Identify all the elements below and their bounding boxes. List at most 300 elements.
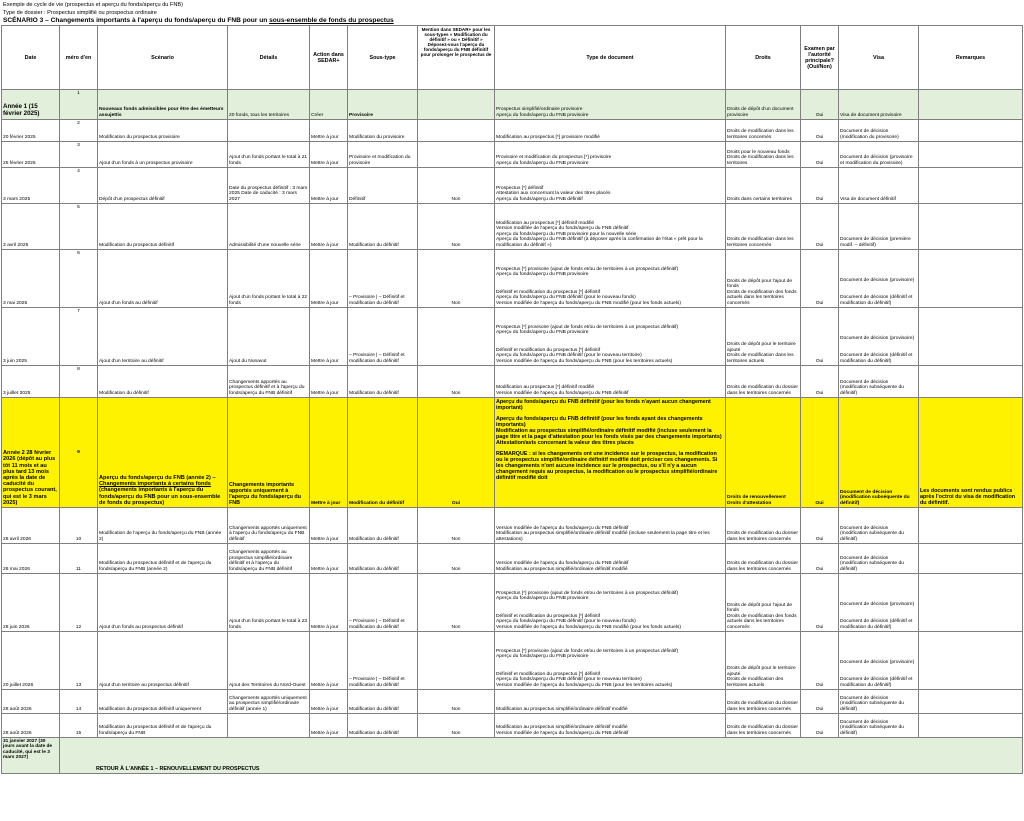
- cell-examen: Oui: [801, 204, 839, 250]
- cell-soustype: Modification du définitif: [348, 204, 418, 250]
- table-row-highlighted: [2, 398, 1023, 508]
- cell-typedoc-line: Aperçu du fonds/aperçu du FNB définitif (à déposer après la confirmation de l'état « prêt pour la modification du définitif »): [496, 237, 703, 248]
- cell-typedoc-line: Prospectus simplifié/ordinaire provisoire: [496, 107, 583, 113]
- cell-numero: 12: [60, 574, 98, 632]
- cell-droits-line: Droits de renouvellement: [727, 495, 786, 501]
- cell-soustype: – Provisoire | – Définitif et modification du définitif: [348, 574, 418, 632]
- cell-typedoc-line: Définitif et modification du prospectus [*] définitif: [496, 671, 601, 677]
- cell-details: Admissibilité d'une nouvelle série: [228, 204, 310, 250]
- table-row: [2, 168, 1023, 204]
- cell-details: Date du prospectus définitif : 3 mars 2025 Date de caducité : 3 mars 2027: [228, 168, 310, 204]
- cell-examen: Oui: [801, 398, 839, 508]
- footer-date: 31 janvier 2027 (30 jours avant la date de caducité, qui est le 3 mars 2027): [2, 738, 60, 774]
- cell-typedoc-line: Modification au prospectus [*] provisoire modifié: [496, 134, 600, 140]
- cell-droits-line: Droits de modification du dossier dans les territoires concernés: [727, 561, 798, 572]
- cell-date: 25 février 2025: [2, 142, 60, 168]
- cell-examen: Oui: [801, 508, 839, 544]
- scenario-underlined: Changements importants à certains fonds: [99, 481, 211, 488]
- cell-examen: Oui: [801, 690, 839, 714]
- scenario-title: SCÉNARIO 3 – Changements importants à l'aperçu du fonds/aperçu du FNB pour un sous-ensemble de fonds du prospectus: [3, 17, 394, 24]
- cell-date: 28 août 2026: [2, 690, 60, 714]
- cell-typedoc: [495, 632, 726, 690]
- cell-visa: [839, 168, 919, 204]
- cell-scenario: Nouveaux fonds admissibles pour être des émetteurs assujettis: [98, 90, 228, 120]
- cell-typedoc-line: Attestation/avis concernant la valeur des titres placés: [496, 440, 634, 446]
- cell-soustype: Modification du définitif: [348, 544, 418, 574]
- cell-mention: Non: [418, 168, 495, 204]
- cell-typedoc-line: Aperçu du fonds/aperçu du FNB provisoire: [496, 272, 589, 278]
- col-header-action: Action dans SEDAR+: [310, 26, 348, 90]
- cell-droits-line: Droits de dépôt pour le territoire ajouté: [727, 666, 796, 677]
- table-row: [2, 366, 1023, 398]
- cell-typedoc-line: Attestation aux concernant la valeur des titres placés: [496, 191, 611, 197]
- table-header-row: [2, 26, 1023, 90]
- cell-droits: [726, 168, 801, 204]
- cell-droits-line: Droits de modification des territoires actuels: [727, 677, 784, 688]
- scenario-line: (changements importants à l'aperçu du fonds/aperçu du FNB pour un sous-ensemble de fonds du prospectus): [99, 487, 221, 506]
- cell-action: Mettre à jour: [310, 204, 348, 250]
- cell-droits: [726, 544, 801, 574]
- cell-scenario: Modification du définitif: [98, 366, 228, 398]
- table-row: [2, 142, 1023, 168]
- cell-typedoc-line: Modification au prospectus simplifié/ordinaire définitif modifié: [496, 725, 628, 731]
- cell-details: Changements apportés au prospectus définitif et à l'aperçu du fonds/aperçu du FNB définitif: [228, 366, 310, 398]
- cell-typedoc-line: Modification au prospectus simplifié/ordinaire définitif modifié (incluse seulement la page titre et la page d'attestation pour les fonds visés par des changements importants): [496, 428, 722, 440]
- cell-numero: 10: [60, 508, 98, 544]
- cell-visa-line: Document de décision (définitif et modification du définitif): [840, 295, 913, 306]
- cell-scenario: Ajout d'un fonds à un prospectus provisoire: [98, 142, 228, 168]
- cell-mention: Non: [418, 714, 495, 738]
- cell-typedoc-line: Aperçu du fonds/aperçu du FNB provisoire: [496, 160, 589, 166]
- cell-typedoc: [495, 544, 726, 574]
- table-row: [2, 250, 1023, 308]
- cell-numero: 11: [60, 544, 98, 574]
- cell-visa-line: Document de décision (modification subséquente du définitif): [840, 489, 910, 506]
- col-header-remarques: Remarques: [919, 26, 1023, 90]
- cell-action: Mettre à jour: [310, 714, 348, 738]
- cell-action: Mettre à jour: [310, 544, 348, 574]
- cell-mention: [418, 90, 495, 120]
- cell-typedoc-line: Version modifiée de l'aperçu du fonds/aperçu du FNB (pour les territoires actuels): [496, 358, 673, 364]
- cell-typedoc-line: Aperçu du fonds/aperçu du FNB provisoire: [496, 596, 589, 602]
- cell-examen: Oui: [801, 250, 839, 308]
- cell-details: Ajout du Nunavut: [228, 308, 310, 366]
- cell-droits: [726, 574, 801, 632]
- cell-visa-line: Document de décision (définitif et modification du définitif): [840, 619, 913, 630]
- cell-droits-line: Droits de modification des fonds actuels dans les territoires concernés: [727, 613, 797, 630]
- cell-visa-line: Document de décision (définitif et modification du définitif): [840, 677, 913, 688]
- cell-examen: Oui: [801, 168, 839, 204]
- cell-visa-line: Document de décision (modification subséquente du définitif): [840, 695, 904, 712]
- cell-examen: Oui: [801, 120, 839, 142]
- cell-droits-line: Droits de modification dans les territoires actuels: [727, 353, 794, 364]
- cell-remarques: [919, 544, 1023, 574]
- cell-visa-line: Document de décision (modification subséquente du définitif): [840, 719, 904, 736]
- cell-typedoc-line: Aperçu du fonds/aperçu du FNB provisoire: [496, 112, 589, 118]
- cell-numero: 5: [60, 204, 98, 250]
- cell-examen: Oui: [801, 142, 839, 168]
- cell-droits-line: Droits de modification du dossier dans les territoires concernés: [727, 701, 798, 712]
- cell-typedoc-line: Aperçu du fonds/aperçu du FNB définitif (pour le nouveau fonds): [496, 295, 636, 301]
- cell-visa: [839, 308, 919, 366]
- cell-typedoc: [495, 120, 726, 142]
- cell-date: 20 juillet 2026: [2, 632, 60, 690]
- cell-soustype: Modification du provisoire: [348, 120, 418, 142]
- cell-mention: Non: [418, 544, 495, 574]
- cell-visa-line: Document de décision (modification subséquente du définitif): [840, 525, 904, 542]
- cell-typedoc: [495, 142, 726, 168]
- cell-details: Ajout d'un fonds portant le total à 22 fonds: [228, 250, 310, 308]
- cell-droits: [726, 250, 801, 308]
- cell-typedoc: [495, 90, 726, 120]
- cell-scenario: Modification du prospectus définitif uniquement: [98, 690, 228, 714]
- cell-numero: 1: [60, 90, 98, 120]
- cell-visa: [839, 90, 919, 120]
- col-header-examen: Examen par l'autorité principale? (Oui/Non): [801, 26, 839, 90]
- cell-numero: 15: [60, 714, 98, 738]
- cell-visa: [839, 632, 919, 690]
- cell-typedoc-line: Version modifiée de l'aperçu du fonds/aperçu du FNB définitif: [496, 525, 629, 531]
- cell-remarques: [919, 574, 1023, 632]
- cell-date: 28 mai 2026: [2, 544, 60, 574]
- cell-droits-line: Droits d'attestation: [727, 500, 772, 506]
- cell-scenario: Modification du prospectus définitif et de l'aperçu du fonds/aperçu du FNB: [98, 714, 228, 738]
- cell-visa-line: Visa de document provisoire: [840, 112, 902, 118]
- cell-visa-line: Document de décision (définitif et modification du définitif): [840, 353, 913, 364]
- cell-typedoc-line: Version modifiée de l'aperçu du fonds/aperçu du FNB (pour les territoires actuels): [496, 682, 673, 688]
- cell-droits-line: Droits pour le nouveau fonds: [727, 149, 790, 155]
- cell-visa-line: Visa de document définitif: [840, 196, 896, 202]
- cell-soustype: Modification du définitif: [348, 714, 418, 738]
- cell-droits: [726, 204, 801, 250]
- cell-action: Mettre à jour: [310, 632, 348, 690]
- cell-examen: Oui: [801, 366, 839, 398]
- cell-numero: 6: [60, 250, 98, 308]
- cell-soustype: Modification du définitif: [348, 690, 418, 714]
- cell-scenario: Modification du prospectus provisoire: [98, 120, 228, 142]
- cell-remarques: Les documents sont rendus publics après l'octroi du visa de modification du définitif.: [919, 398, 1023, 508]
- cell-typedoc: [495, 204, 726, 250]
- cell-examen: Oui: [801, 714, 839, 738]
- table-row: [2, 90, 1023, 120]
- cell-action: Mettre à jour: [310, 120, 348, 142]
- cell-droits-line: Droits de dépôt pour l'ajout de fonds: [727, 602, 793, 614]
- document-header: [0, 0, 1024, 25]
- cell-visa-line: Document de décision (provisoire): [840, 277, 915, 283]
- cell-date: Année 2 28 février 2026 (dépôt au plus tôt 11 mois et au plus tard 13 mois après la date de caducité du prospectus courant, qui est le 3 mars 2025): [2, 398, 60, 508]
- cell-visa-line: Document de décision (provisoire): [840, 601, 915, 607]
- cell-droits: [726, 366, 801, 398]
- cell-date: 3 juin 2025: [2, 308, 60, 366]
- cell-details: Changements apportés uniquement à l'aperçu du fonds/aperçu du FNB définitif: [228, 508, 310, 544]
- cell-typedoc-line: Version modifiée de l'aperçu du fonds/aperçu du FNB définitif: [496, 561, 629, 567]
- cell-remarques: [919, 632, 1023, 690]
- cell-typedoc-line: Prospectus [*] provisoire (ajout de fonds et/ou de territoires à un prospectus définitif): [496, 648, 679, 654]
- cell-date: 28 juin 2026: [2, 574, 60, 632]
- cell-droits-line: Droits de modification dans les territoires concernés: [727, 237, 794, 248]
- cell-visa: [839, 250, 919, 308]
- cell-typedoc-line: Prospectus [*] provisoire (ajout de fonds et/ou de territoires à un prospectus définitif): [496, 324, 679, 330]
- cell-visa: [839, 714, 919, 738]
- cell-remarques: [919, 120, 1023, 142]
- table-row: [2, 308, 1023, 366]
- cell-typedoc: [495, 690, 726, 714]
- cell-typedoc: [495, 398, 726, 508]
- cell-typedoc: [495, 714, 726, 738]
- cell-details: 20 fonds, tous les territoires: [228, 90, 310, 120]
- cell-date: Année 1 (15 février 2025): [2, 90, 60, 120]
- cell-visa: [839, 508, 919, 544]
- cell-scenario: Dépôt d'un prospectus définitif: [98, 168, 228, 204]
- cell-numero: 7: [60, 308, 98, 366]
- cell-droits: [726, 714, 801, 738]
- cell-visa-line: Document de décision (modification subséquente du définitif): [840, 379, 904, 396]
- header-line-2: Type de dossier : Prospectus simplifié ou prospectus ordinaire: [3, 9, 157, 16]
- cell-soustype: – Provisoire | – Définitif et modification du définitif: [348, 308, 418, 366]
- cell-soustype: Provisoire et modification du provisoire: [348, 142, 418, 168]
- cell-action: Mettre à jour: [310, 168, 348, 204]
- col-header-details: Détails: [228, 26, 310, 90]
- cell-soustype: Modification du définitif: [348, 398, 418, 508]
- cell-details: Changements apportés au prospectus simplifié/ordinaire définitif et à l'aperçu du fonds/aperçu du FNB définitif: [228, 544, 310, 574]
- cell-visa: [839, 544, 919, 574]
- cell-typedoc-line: Provisoire et modification du prospectus [*] provisoire: [496, 155, 612, 161]
- cell-details: [228, 714, 310, 738]
- cell-droits: [726, 120, 801, 142]
- cell-droits: [726, 142, 801, 168]
- footer-text: RETOUR À L'ANNÉE 1 – RENOUVELLEMENT DU PROSPECTUS: [60, 738, 1023, 774]
- header-line-1: Exemple de cycle de vie (prospectus et aperçu du fonds/aperçu du FNB): [3, 2, 184, 8]
- cell-details: Changements importants apportés uniquement à l'aperçu du fonds/aperçu du FNB: [228, 398, 310, 508]
- cell-remarques: [919, 508, 1023, 544]
- table-row: [2, 508, 1023, 544]
- cell-typedoc-line: Aperçu du fonds/aperçu du FNB définitif (pour le nouveau fonds): [496, 619, 636, 625]
- cell-action: Mettre à jour: [310, 366, 348, 398]
- cell-mention: [418, 142, 495, 168]
- cell-action: Mettre à jour: [310, 690, 348, 714]
- cell-remarques: [919, 168, 1023, 204]
- cell-mention: Non: [418, 204, 495, 250]
- cell-remarques: [919, 714, 1023, 738]
- cell-details: Ajout des Territoires du Nord-Ouest: [228, 632, 310, 690]
- cell-visa: [839, 204, 919, 250]
- cell-droits: [726, 308, 801, 366]
- cell-droits-line: Droits de dépôt pour le territoire ajouté: [727, 342, 796, 353]
- cell-details: Ajout d'un fonds portant le total à 21 fonds: [228, 142, 310, 168]
- col-header-numero: méro d'en: [60, 26, 98, 90]
- cell-droits-line: Droits de modification du dossier dans les territoires concernés: [727, 531, 798, 542]
- cell-soustype: Modification du définitif: [348, 366, 418, 398]
- cell-visa: [839, 398, 919, 508]
- cell-mention: Non: [418, 574, 495, 632]
- cell-droits-line: Droits de modification du dossier dans les territoires concernés: [727, 725, 798, 736]
- cell-scenario: Ajout d'un fonds au prospectus définitif: [98, 574, 228, 632]
- cell-soustype: Définitif: [348, 168, 418, 204]
- footer-row: [2, 738, 1023, 774]
- cell-typedoc: [495, 308, 726, 366]
- cell-visa-line: Document de décision (provisoire): [840, 659, 915, 665]
- cell-typedoc-line: Aperçu du fonds/aperçu du FNB provisoire: [496, 654, 589, 660]
- col-header-visa: Visa: [839, 26, 919, 90]
- cell-typedoc-line: Prospectus [*] provisoire (ajout de fonds et/ou de territoires à un prospectus définitif): [496, 590, 679, 596]
- cell-visa: [839, 690, 919, 714]
- cell-typedoc-line: Aperçu du fonds/aperçu du FNB provisoire pour la nouvelle série: [496, 231, 637, 237]
- cell-numero: 8: [60, 366, 98, 398]
- cell-remarques: [919, 90, 1023, 120]
- cell-typedoc-line: Version modifiée de l'aperçu du fonds/aperçu du FNB définitif: [496, 730, 629, 736]
- cell-numero: 4: [60, 168, 98, 204]
- cell-date: 20 février 2025: [2, 120, 60, 142]
- cell-typedoc-line: Version modifiée de l'aperçu du fonds/aperçu du FNB définitif: [496, 226, 629, 232]
- cell-examen: Oui: [801, 574, 839, 632]
- table-row: [2, 714, 1023, 738]
- cell-remarques: [919, 250, 1023, 308]
- cell-scenario: Ajout d'un territoire au prospectus définitif: [98, 632, 228, 690]
- cell-typedoc-line: Prospectus [*] définitif: [496, 185, 544, 191]
- cell-visa-line: Document de décision (provisoire et modification du provisoire): [840, 155, 913, 166]
- cell-numero: 2: [60, 120, 98, 142]
- cell-droits-line: Droits de modification des fonds actuels dans les territoires concernés: [727, 289, 797, 306]
- cell-remarques: [919, 204, 1023, 250]
- cell-soustype: – Provisoire | – Définitif et modification du définitif: [348, 632, 418, 690]
- cell-mention: [418, 120, 495, 142]
- cell-visa: [839, 142, 919, 168]
- cell-date: 3 avril 2025: [2, 204, 60, 250]
- cell-scenario: Ajout d'un fonds au définitif: [98, 250, 228, 308]
- cell-date: 3 mars 2025: [2, 168, 60, 204]
- cell-typedoc-line: Aperçu du fonds/aperçu du FNB définitif (pour le nouveau territoire): [496, 353, 642, 359]
- table-row: [2, 574, 1023, 632]
- cell-action: Mettre à jour: [310, 250, 348, 308]
- cell-typedoc-line: Version modifiée de l'aperçu du fonds/aperçu du FNB modifié (pour les fonds actuels): [496, 300, 681, 306]
- cell-typedoc: [495, 366, 726, 398]
- cell-visa: [839, 366, 919, 398]
- cell-action: Mettre à jour: [310, 142, 348, 168]
- cell-typedoc-line: Aperçu du fonds/aperçu du FNB définitif: [496, 196, 583, 202]
- col-header-scenario: Scénario: [98, 26, 228, 90]
- cell-examen: Oui: [801, 544, 839, 574]
- cell-visa-line: Document de décision (première modif. – définitif): [840, 237, 911, 248]
- cell-typedoc-line: Définitif et modification du prospectus [*] définitif: [496, 289, 601, 295]
- cell-mention: Non: [418, 508, 495, 544]
- cell-numero: 3: [60, 142, 98, 168]
- cell-droits-line: Droits dans certains territoires: [727, 196, 792, 202]
- cell-action: Mettre à jour: [310, 574, 348, 632]
- cell-droits-line: Droits de modification dans les territoires concernés: [727, 129, 794, 140]
- scenario-title-underlined: sous-ensemble de fonds du prospectus: [269, 17, 394, 24]
- cell-droits-line: Droits de dépôt pour l'ajout de fonds: [727, 278, 793, 290]
- cell-date: 3 mai 2025: [2, 250, 60, 308]
- cell-droits: [726, 90, 801, 120]
- col-header-soustype: Sous-type: [348, 26, 418, 90]
- cell-action: Créer: [310, 90, 348, 120]
- cell-mention: [418, 308, 495, 366]
- table-row: [2, 120, 1023, 142]
- cell-numero: 14: [60, 690, 98, 714]
- table-row: [2, 632, 1023, 690]
- table-row: [2, 690, 1023, 714]
- cell-typedoc: [495, 574, 726, 632]
- cell-remarques: [919, 366, 1023, 398]
- cell-visa-line: Document de décision (modification subséquente du définitif): [840, 555, 904, 572]
- col-header-typedoc: Type de document: [495, 26, 726, 90]
- cell-droits: [726, 508, 801, 544]
- cell-examen: Oui: [801, 632, 839, 690]
- cell-mention: Non: [418, 690, 495, 714]
- cell-visa-line: Document de décision (modification du provisoire): [840, 129, 899, 140]
- cell-visa: [839, 574, 919, 632]
- cell-numero: 9: [60, 398, 98, 508]
- cell-scenario: Modification du prospectus définitif et de l'aperçu du fonds/aperçu du FNB (année 2): [98, 544, 228, 574]
- cell-details: Changements apportés uniquement au prospectus simplifié/ordinaire définitif (année 1): [228, 690, 310, 714]
- table-row: [2, 204, 1023, 250]
- cell-mention: Oui: [418, 398, 495, 508]
- cell-action: Mettre à jour: [310, 398, 348, 508]
- cell-typedoc-line: Aperçu du fonds/aperçu du FNB définitif (pour les fonds ayant des changements importants): [496, 416, 703, 428]
- cell-mention: Non: [418, 366, 495, 398]
- cell-remarques: [919, 142, 1023, 168]
- cell-numero: 13: [60, 632, 98, 690]
- cell-droits: [726, 398, 801, 508]
- cell-date: 28 avril 2026: [2, 508, 60, 544]
- cell-typedoc-line: Définitif et modification du prospectus [*] définitif: [496, 613, 601, 619]
- cell-date: 3 juillet 2025: [2, 366, 60, 398]
- cell-remarques: [919, 690, 1023, 714]
- cell-examen: Oui: [801, 90, 839, 120]
- cell-visa: [839, 120, 919, 142]
- cell-typedoc: [495, 508, 726, 544]
- cell-typedoc-line: Aperçu du fonds/aperçu du FNB définitif (pour les fonds n'ayant aucun changement important): [496, 399, 711, 411]
- col-header-mention: Mention dans SEDAR+ pour les sous-types « Modification du définitif » ou « Définitif » Déposez-vous l'aperçu du fonds/aperçu du FNB définitif pour prolonger le prospectus de: [418, 26, 495, 90]
- cell-scenario: [98, 398, 228, 508]
- cell-typedoc-line: Aperçu du fonds/aperçu du FNB définitif (pour le nouveau territoire): [496, 677, 642, 683]
- cell-typedoc-line: Aperçu du fonds/aperçu du FNB provisoire: [496, 330, 589, 336]
- cell-mention: Non: [418, 250, 495, 308]
- cell-visa-line: Document de décision (provisoire): [840, 335, 915, 341]
- cell-remarques: [919, 308, 1023, 366]
- cell-soustype: Provisoire: [348, 90, 418, 120]
- cell-typedoc-line: Modification au prospectus simplifié/ordinaire définitif modifié: [496, 566, 628, 572]
- cell-typedoc-line: Modification au prospectus simplifié/ordinaire définitif modifié: [496, 706, 628, 712]
- cell-droits-line: Droits de modification dans les territoires: [727, 155, 794, 166]
- col-header-date: Date: [2, 26, 60, 90]
- cell-soustype: Modification du définitif: [348, 508, 418, 544]
- cell-soustype: – Provisoire | – Définitif et modification du définitif: [348, 250, 418, 308]
- cell-date: 28 août 2026: [2, 714, 60, 738]
- cell-typedoc-line: Modification au prospectus simplifié/ordinaire définitif modifié (incluse seulement la page titre et les attestations): [496, 531, 710, 542]
- cell-scenario: Modification du prospectus définitif: [98, 204, 228, 250]
- cell-examen: Oui: [801, 308, 839, 366]
- cell-typedoc-line: Prospectus [*] provisoire (ajout de fonds et/ou de territoires à un prospectus définitif): [496, 266, 679, 272]
- cell-details: Ajout d'un fonds portant le total à 23 fonds: [228, 574, 310, 632]
- cell-action: Mettre à jour: [310, 508, 348, 544]
- scenario-line: Aperçu du fonds/aperçu du FNB (année 2) –: [99, 474, 216, 481]
- cell-mention: [418, 632, 495, 690]
- cell-typedoc-line: REMARQUE : si les changements ont une incidence sur le prospectus, la modification ou le prospectus simplifié/ordinaire définitif modifié doit préciser ces changements. Si les changements n'ont aucune incidence sur le prospectus, ou s'il n'y a aucun changement requis au prospectus, la modification ou le prospectus simplifié/ordinaire définitif modifié doit: [496, 451, 718, 481]
- cell-scenario: Modification de l'aperçu du fonds/aperçu du FNB (année 2): [98, 508, 228, 544]
- cell-typedoc-line: Version modifiée de l'aperçu du fonds/aperçu du FNB modifié (pour les fonds actuels): [496, 624, 681, 630]
- cell-scenario: Ajout d'un territoire au définitif: [98, 308, 228, 366]
- cell-typedoc-line: Version modifiée de l'aperçu du fonds/aperçu du FNB définitif: [496, 390, 629, 396]
- cell-typedoc: [495, 250, 726, 308]
- lifecycle-table: [1, 25, 1023, 774]
- cell-typedoc-line: Modification au prospectus [*] définitif modifié: [496, 220, 595, 226]
- cell-typedoc: [495, 168, 726, 204]
- cell-droits: [726, 632, 801, 690]
- cell-typedoc-line: Définitif et modification du prospectus [*] définitif: [496, 347, 601, 353]
- cell-droits-line: Droits de dépôt d'un document provisoire: [727, 107, 794, 118]
- cell-action: Mettre à jour: [310, 308, 348, 366]
